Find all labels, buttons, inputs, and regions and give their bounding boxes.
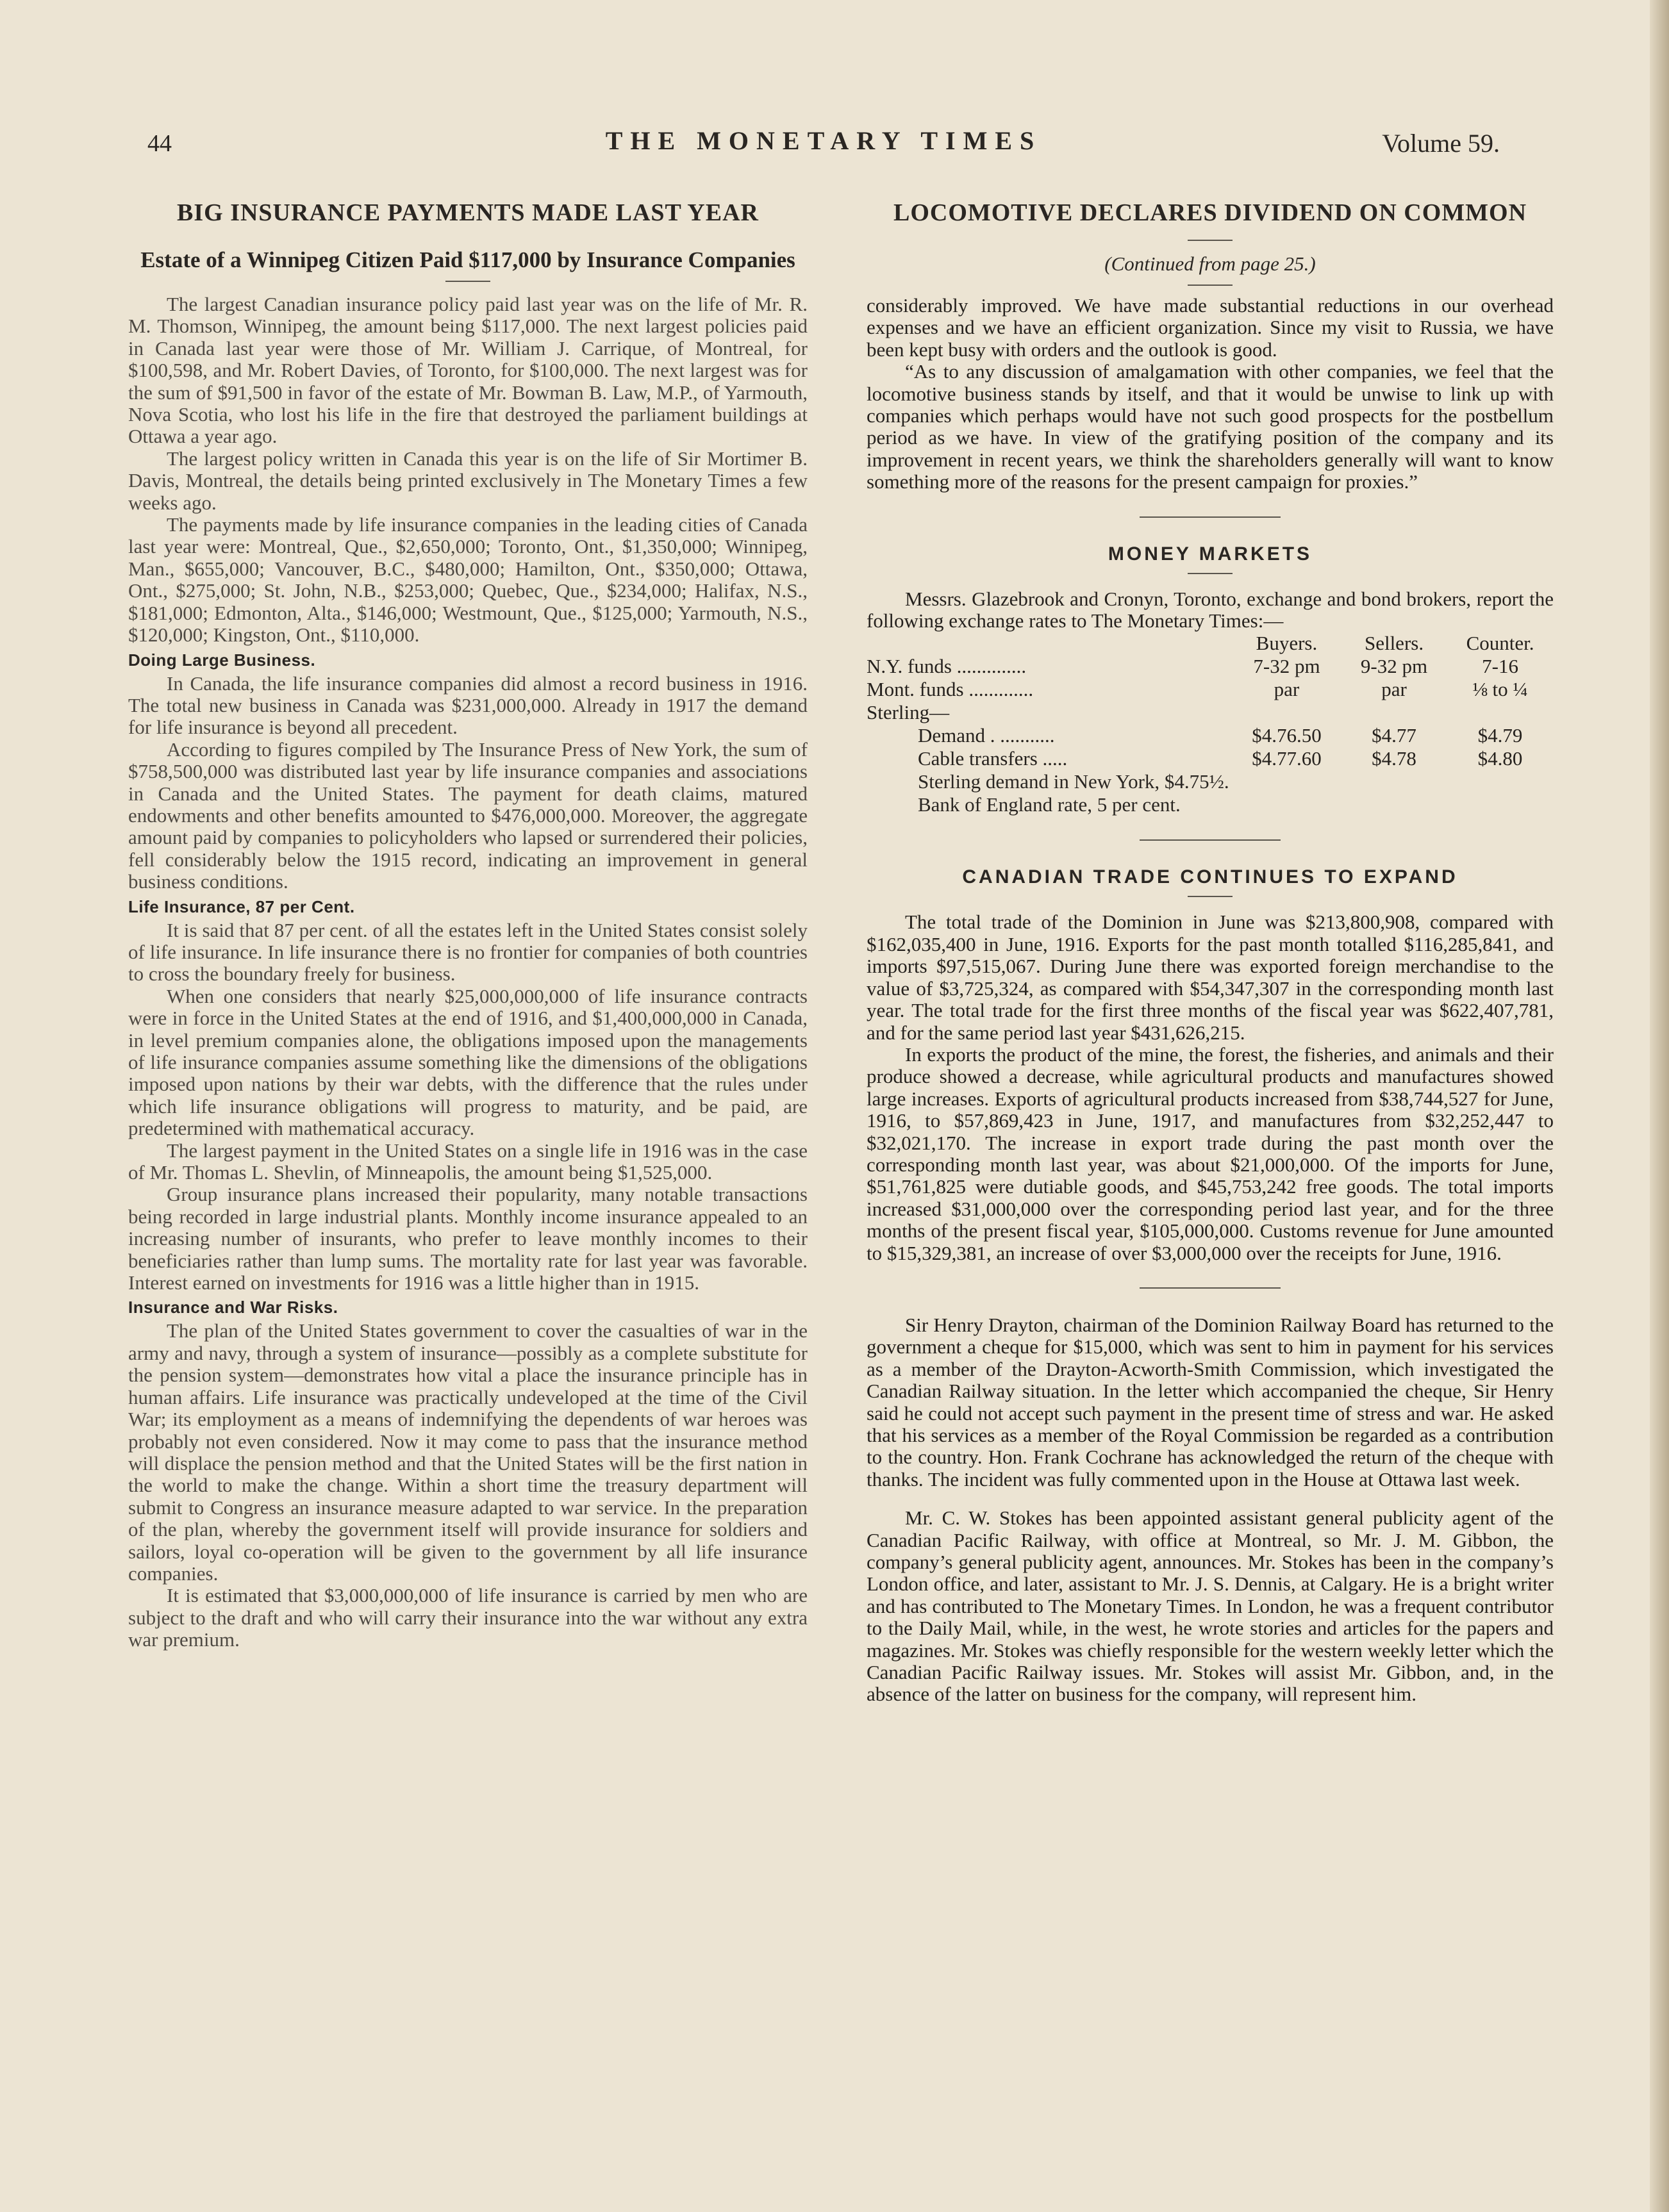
sellers-cell: $4.78 (1372, 747, 1416, 770)
paragraph: In exports the product of the mine, the forest, the fisheries, and animals and their produce showed a decrease, while agricultural products and manufactures showed large increases. Exports of agricultural products increased from $38,744,527 for June, 1916, to $57,869,423 in June, 1917, and manufactures from $32,252,447 to $32,021,170. The increase in export trade during the past month over the corresponding month last year, was about $21,000,000. Of the imports for June, $51,761,825 were dutiable goods, and $45,753,242 free goods. The total imports increased $31,000,000 over the corresponding period last year, and for the three months of the present fiscal year, $105,000,000. Customs revenue for June amounted to $15,329,381, an increase of over $3,000,000 over the receipts for June, 1916. (867, 1043, 1554, 1264)
buyers-cell: 7-32 pm (1253, 655, 1320, 678)
paragraph: The total trade of the Dominion in June was $213,800,908, compared with $162,035,400 in June, 1916. Exports for the past month totalled $116,285,841, and imports $97,515,067. During June there was exported foreign merchandise to the value of $3,725,324, as compared with $54,347,307 in the corresponding month last year. The total trade for the first three months of the fiscal year was $622,407,781, and for the same period last year $431,626,215. (867, 911, 1554, 1044)
volume-label: Volume 59. (1382, 129, 1500, 158)
buyers-cell: par (1274, 678, 1300, 701)
insurance-article-subtitle: Estate of a Winnipeg Citizen Paid $117,000 by Insurance Companies (140, 247, 795, 272)
masthead: THE MONETARY TIMES (605, 126, 1042, 155)
news-item-drayton: Sir Henry Drayton, chairman of the Dominion Railway Board has returned to the government a cheque for $15,000, which was sent to him in payment for his services as a member of the Drayton-Acworth-Smith Commission, which investigated the Canadian Railway situation. In the letter which accompanied the cheque, Sir Henry said he could not accept such payment in the present time of stress and war. He asked that his services as a member of the Royal Commission be regarded as a contribution to the country. Hon. Frank Cochrane has acknowledged the return of the cheque with thanks. The incident was fully commented upon in the House at Ottawa last week. (867, 1313, 1554, 1490)
counter-cell: $4.79 (1477, 724, 1523, 747)
paragraph: According to figures compiled by The Insurance Press of New York, the sum of $758,500,000 was distributed last year by life insurance companies and associations in Canada and the United States. The payment for death claims, matured endowments and other benefits amounted to $476,000,000. Moreover, the aggregate amount paid by companies to policyholders who lapsed or surrendered their policies, fell considerably below the 1915 record, indicating an improvement in general business conditions. (128, 738, 808, 893)
column-header: Sellers. (1364, 632, 1424, 655)
row-label: Mont. funds ............. (867, 678, 1034, 701)
divider (445, 281, 490, 282)
paragraph: Group insurance plans increased their popularity, many notable transactions being recorded in large industrial plants. Monthly income insurance appealed to an increasing number of insurants, who prefer to leave monthly incomes to their beneficiaries rather than lump sums. The mortality rate for last year was favorable. Interest earned on investments for 1916 was a little higher than in 1915. (128, 1183, 808, 1294)
divider (1188, 240, 1233, 241)
column-header: Counter. (1466, 632, 1534, 655)
sellers-cell: $4.77 (1372, 724, 1416, 747)
continued-note: (Continued from page 25.) (1104, 252, 1316, 275)
table-row (867, 747, 1554, 770)
money-markets-title: MONEY MARKETS (1108, 543, 1313, 565)
divider (1188, 285, 1233, 286)
paragraph: When one considers that nearly $25,000,000,000 of life insurance contracts were in force in the United States at the end of 1916, and $1,400,000,000 in Canada, in level premium companies alone, the obligations imposed upon the managements of life insurance companies assume something like the dimensions of the obligations imposed upon nations by their war debts, with the difference that the rules under which life insurance obligations will progress to maturity, and be paid, are predetermined with mathematical accuracy. (128, 984, 808, 1140)
section-divider (1140, 839, 1281, 841)
row-label: Demand . ........... (918, 724, 1055, 747)
sterling-note: Sterling demand in New York, $4.75½. (918, 770, 1229, 793)
paragraph: The largest payment in the United States on a single life in 1916 was in the case of Mr. Thomas L. Shevlin, of Minneapolis, the amount being $1,525,000. (128, 1139, 808, 1184)
subhead-life-insurance: Life Insurance, 87 per Cent. (128, 896, 355, 916)
page-edge-shadow (1650, 0, 1669, 2212)
subhead-doing-large-business: Doing Large Business. (128, 650, 316, 670)
insurance-article-title: BIG INSURANCE PAYMENTS MADE LAST YEAR (177, 199, 759, 226)
sellers-cell: 9-32 pm (1360, 655, 1428, 678)
paragraph: The largest Canadian insurance policy paid last year was on the life of Mr. R. M. Thomson, Winnipeg, the amount being $117,000. The next largest policies paid in Canada last year were those of Mr. William J. Carrique, of Montreal, for $100,598, and Mr. Robert Davies, of Toronto, for $100,000. The next largest was for the sum of $91,500 in favor of the estate of Mr. Bowman B. Law, M.P., of Yarmouth, Nova Scotia, who lost his life in the fire that destroyed the parliament buildings at Ottawa a year ago. (128, 293, 808, 448)
paragraph: The largest policy written in Canada this year is on the life of Sir Mortimer B. Davis, Montreal, the details being printed exclusively in The Monetary Times a few weeks ago. (128, 447, 808, 514)
divider (1188, 896, 1233, 897)
sellers-cell: par (1381, 678, 1407, 701)
divider (1188, 573, 1233, 574)
counter-cell: ⅛ to ¼ (1472, 678, 1528, 701)
table-row (867, 701, 1554, 724)
paragraph: It is estimated that $3,000,000,000 of life insurance is carried by men who are subject to the draft and who will carry their insurance into the war without any extra war premium. (128, 1584, 808, 1651)
paragraph: In Canada, the life insurance companies did almost a record business in 1916. The total new business in Canada was $231,000,000. Already in 1917 the demand for life insurance is beyond all precedent. (128, 672, 808, 739)
subhead-war-risks: Insurance and War Risks. (128, 1298, 338, 1317)
page-header (147, 126, 1500, 164)
section-divider (1140, 516, 1281, 518)
row-label: N.Y. funds .............. (867, 655, 1027, 678)
news-item-stokes: Mr. C. W. Stokes has been appointed assistant general publicity agent of the Canadian Pacific Railway, with office at Montreal, so Mr. J. M. Gibbon, the company’s general publicity agent, announces. Mr. Stokes has been in the company’s London office, and later, assistant to Mr. J. S. Dennis, at Calgary. He is a bright writer and has contributed to The Monetary Times. In London, he was a frequent contributor to the Daily Mail, while, in the west, he wrote stories and articles for the papers and magazines. Mr. Stokes was chiefly responsible for the western weekly letter which the Canadian Pacific Railway issues. Mr. Stokes will assist Mr. Gibbon, and, in the absence of the latter on business for the company, will represent him. (867, 1506, 1554, 1706)
locomotive-article-title: LOCOMOTIVE DECLARES DIVIDEND ON COMMON (893, 199, 1527, 226)
section-divider (1140, 1287, 1281, 1289)
counter-cell: 7-16 (1482, 655, 1518, 678)
exchange-rates-table (867, 632, 1554, 770)
counter-cell: $4.80 (1477, 747, 1523, 770)
buyers-cell: $4.76.50 (1252, 724, 1322, 747)
sterling-label: Sterling— (867, 701, 950, 724)
table-row (867, 724, 1554, 747)
trade-article-title: CANADIAN TRADE CONTINUES TO EXPAND (962, 866, 1458, 888)
money-markets-intro: Messrs. Glazebrook and Cronyn, Toronto, exchange and bond brokers, report the following exchange rates to The Monetary Times:— (867, 587, 1554, 632)
right-column (867, 199, 1554, 1706)
paragraph: considerably improved. We have made substantial reductions in our overhead expenses and we have an efficient organization. Since my visit to Russia, we have been kept busy with orders and the outlook is good. (867, 294, 1554, 361)
table-row (867, 655, 1554, 678)
paragraph: “As to any discussion of amalgamation with other companies, we feel that the locomotive business stands by itself, and that it would be unwise to link up with companies which perhaps would have not such good prospects for the postbellum period as we have. In view of the gratifying position of the company and its improvement in recent years, we think the shareholders generally will want to know something more of the reasons for the present campaign for proxies.” (867, 360, 1554, 493)
bank-rate-note: Bank of England rate, 5 per cent. (918, 793, 1181, 816)
paragraph: The payments made by life insurance companies in the leading cities of Canada last year were: Montreal, Que., $2,650,000; Toronto, Ont., $1,350,000; Winnipeg, Man., $655,000; Vancouver, B.C., $480,000; Hamilton, Ont., $350,000; Ottawa, Ont., $275,000; St. John, N.B., $253,000; Quebec, Que., $234,000; Halifax, N.S., $181,000; Edmonton, Alta., $146,000; Westmount, Que., $125,000; Yarmouth, N.S., $120,000; Kingston, Ont., $110,000. (128, 513, 808, 647)
page-number: 44 (147, 130, 172, 157)
table-row (867, 678, 1554, 701)
paragraph: The plan of the United States government to cover the casualties of war in the army and navy, through a system of insurance—possibly as a complete substitute for the pension system—demonstrates how vital a place the insurance principle has in human affairs. Life insurance was practically undeveloped at the time of the Civil War; its employment as a means of indemnifying the dependents of war heroes was probably not even considered. Now it may come to pass that the insurance method will displace the pension method and that the United States will be the first nation in the world to make the change. Within a short time the treasury department will submit to Congress an insurance measure adapted to war service. In the preparation of the plan, whereby the government itself will provide insurance for soldiers and sailors, loyal co-operation will be given to the government by all life insurance companies. (128, 1319, 808, 1585)
left-column (128, 199, 808, 1651)
table-header-row (867, 632, 1554, 655)
buyers-cell: $4.77.60 (1252, 747, 1322, 770)
column-header: Buyers. (1256, 632, 1318, 655)
row-label: Cable transfers ..... (918, 747, 1068, 770)
paragraph: It is said that 87 per cent. of all the estates left in the United States consist solely of life insurance. In life insurance there is no frontier for companies of both countries to cross the boundary freely for business. (128, 918, 808, 986)
